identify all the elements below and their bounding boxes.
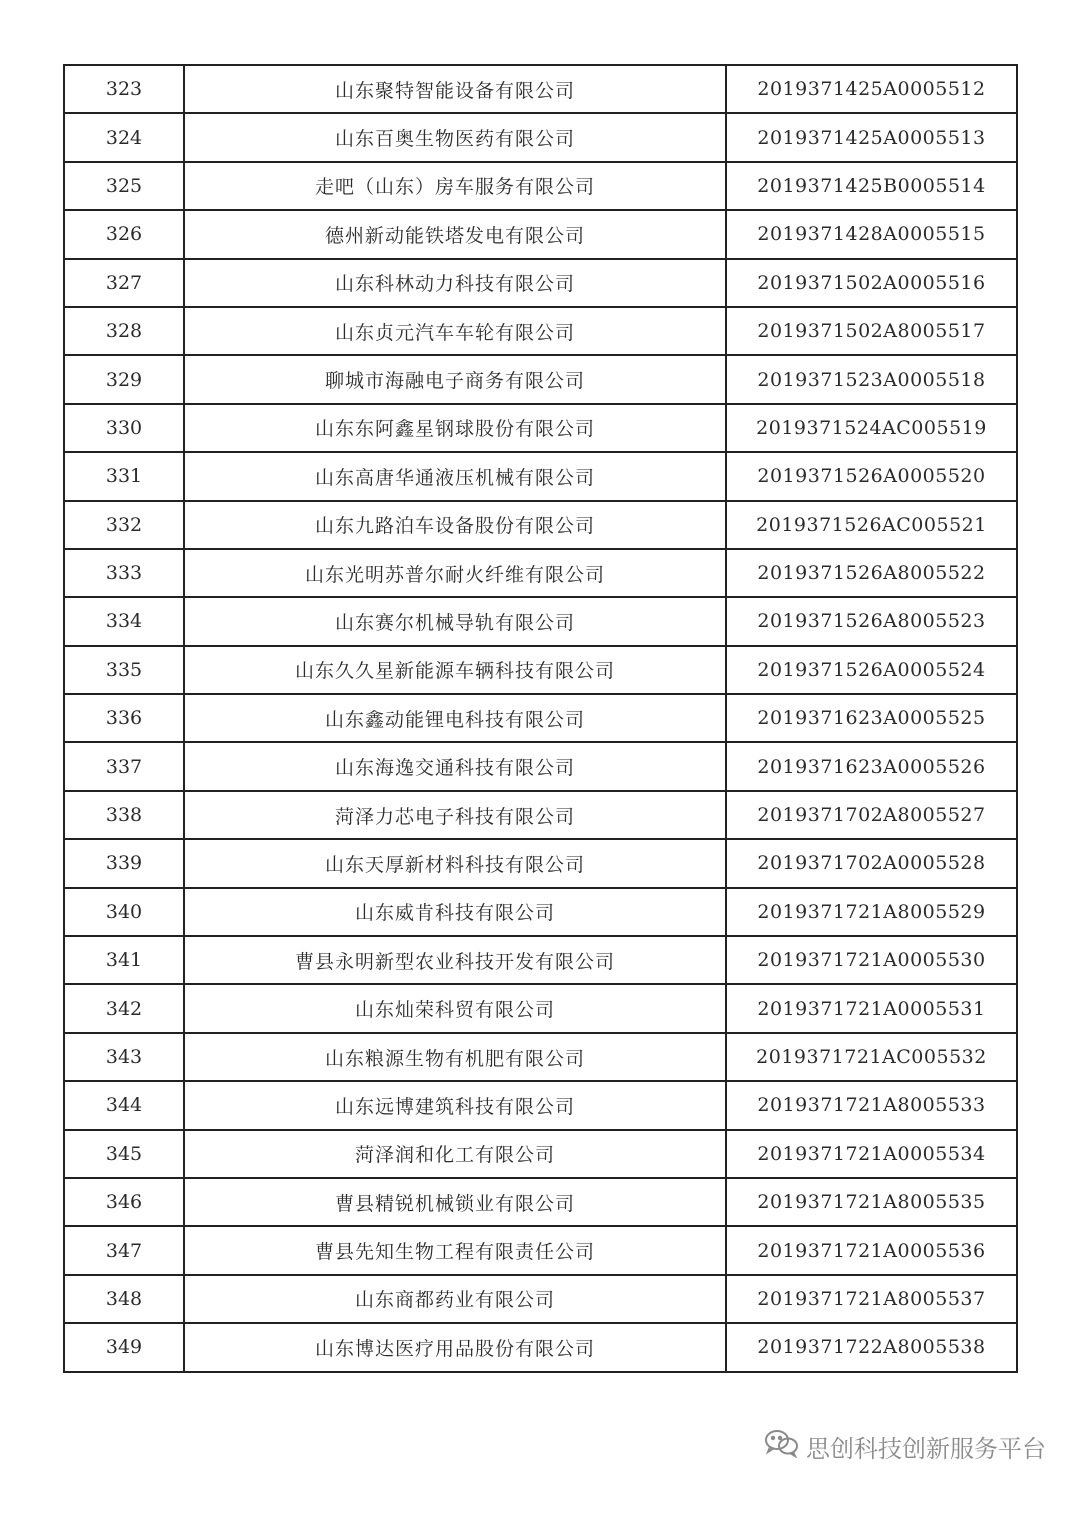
- table-row: [64, 1275, 1017, 1323]
- registration-code: 2019371623A0005526: [726, 742, 1017, 790]
- table-row: [64, 113, 1017, 161]
- registration-code: 2019371721A8005529: [726, 888, 1017, 936]
- row-number: 323: [64, 65, 184, 113]
- table-row: [64, 984, 1017, 1032]
- table-row: [64, 839, 1017, 887]
- table-row: [64, 1323, 1017, 1371]
- company-name: 德州新动能铁塔发电有限公司: [184, 210, 726, 258]
- company-name: 山东贞元汽车车轮有限公司: [184, 307, 726, 355]
- registration-code: 2019371722A8005538: [726, 1323, 1017, 1371]
- registration-code: 2019371623A0005525: [726, 694, 1017, 742]
- table-body: [64, 65, 1017, 1372]
- row-number: 349: [64, 1323, 184, 1371]
- table-row: [64, 355, 1017, 403]
- company-name: 山东商都药业有限公司: [184, 1275, 726, 1323]
- row-number: 326: [64, 210, 184, 258]
- registration-code: 2019371425A0005513: [726, 113, 1017, 161]
- registration-code: 2019371428A0005515: [726, 210, 1017, 258]
- row-number: 337: [64, 742, 184, 790]
- registration-code: 2019371524AC005519: [726, 404, 1017, 452]
- company-name: 山东粮源生物有机肥有限公司: [184, 1033, 726, 1081]
- registration-code: 2019371502A8005517: [726, 307, 1017, 355]
- company-name: 山东海逸交通科技有限公司: [184, 742, 726, 790]
- company-name: 山东天厚新材料科技有限公司: [184, 839, 726, 887]
- table-row: [64, 1226, 1017, 1274]
- company-name: 山东东阿鑫星钢球股份有限公司: [184, 404, 726, 452]
- registration-code: 2019371526A8005522: [726, 549, 1017, 597]
- company-name: 走吧（山东）房车服务有限公司: [184, 162, 726, 210]
- registration-code: 2019371721A0005536: [726, 1226, 1017, 1274]
- row-number: 328: [64, 307, 184, 355]
- watermark: [764, 1428, 1046, 1464]
- table-row: [64, 307, 1017, 355]
- row-number: 334: [64, 597, 184, 645]
- table-row: [64, 65, 1017, 113]
- row-number: 333: [64, 549, 184, 597]
- row-number: 324: [64, 113, 184, 161]
- registration-code: 2019371702A8005527: [726, 791, 1017, 839]
- row-number: 338: [64, 791, 184, 839]
- table-row: [64, 936, 1017, 984]
- company-name: 山东聚特智能设备有限公司: [184, 65, 726, 113]
- table-row: [64, 1033, 1017, 1081]
- row-number: 336: [64, 694, 184, 742]
- company-name: 山东九路泊车设备股份有限公司: [184, 501, 726, 549]
- company-name: 山东威肯科技有限公司: [184, 888, 726, 936]
- row-number: 345: [64, 1130, 184, 1178]
- table-row: [64, 549, 1017, 597]
- table-row: [64, 597, 1017, 645]
- table-row: [64, 1130, 1017, 1178]
- registration-code: 2019371502A0005516: [726, 259, 1017, 307]
- company-name: 山东久久星新能源车辆科技有限公司: [184, 646, 726, 694]
- table-row: [64, 452, 1017, 500]
- registration-code: 2019371721A8005533: [726, 1081, 1017, 1129]
- registration-code: 2019371721AC005532: [726, 1033, 1017, 1081]
- row-number: 335: [64, 646, 184, 694]
- row-number: 331: [64, 452, 184, 500]
- company-name: 聊城市海融电子商务有限公司: [184, 355, 726, 403]
- table-row: [64, 694, 1017, 742]
- registration-code: 2019371526A0005524: [726, 646, 1017, 694]
- watermark-text: 思创科技创新服务平台: [806, 1434, 1046, 1463]
- row-number: 339: [64, 839, 184, 887]
- company-name: 山东灿荣科贸有限公司: [184, 984, 726, 1032]
- row-number: 325: [64, 162, 184, 210]
- table-row: [64, 791, 1017, 839]
- table-row: [64, 888, 1017, 936]
- company-name: 山东鑫动能锂电科技有限公司: [184, 694, 726, 742]
- row-number: 344: [64, 1081, 184, 1129]
- row-number: 327: [64, 259, 184, 307]
- company-name: 山东高唐华通液压机械有限公司: [184, 452, 726, 500]
- company-name: 山东百奥生物医药有限公司: [184, 113, 726, 161]
- registration-code: 2019371526A0005520: [726, 452, 1017, 500]
- row-number: 343: [64, 1033, 184, 1081]
- registration-code: 2019371721A8005535: [726, 1178, 1017, 1226]
- row-number: 342: [64, 984, 184, 1032]
- company-name: 山东博达医疗用品股份有限公司: [184, 1323, 726, 1371]
- row-number: 348: [64, 1275, 184, 1323]
- company-name: 菏泽润和化工有限公司: [184, 1130, 726, 1178]
- row-number: 346: [64, 1178, 184, 1226]
- table-row: [64, 742, 1017, 790]
- table-row: [64, 210, 1017, 258]
- registration-code: 2019371721A0005534: [726, 1130, 1017, 1178]
- table-row: [64, 1178, 1017, 1226]
- registration-code: 2019371425B0005514: [726, 162, 1017, 210]
- registration-code: 2019371526AC005521: [726, 501, 1017, 549]
- registration-code: 2019371523A0005518: [726, 355, 1017, 403]
- company-name: 山东远博建筑科技有限公司: [184, 1081, 726, 1129]
- row-number: 332: [64, 501, 184, 549]
- table-row: [64, 501, 1017, 549]
- company-table: [63, 64, 1018, 1373]
- registration-code: 2019371526A8005523: [726, 597, 1017, 645]
- company-name: 山东科林动力科技有限公司: [184, 259, 726, 307]
- registration-code: 2019371721A0005531: [726, 984, 1017, 1032]
- table-row: [64, 162, 1017, 210]
- company-name: 曹县先知生物工程有限责任公司: [184, 1226, 726, 1274]
- registration-code: 2019371721A0005530: [726, 936, 1017, 984]
- table-row: [64, 259, 1017, 307]
- company-name: 山东赛尔机械导轨有限公司: [184, 597, 726, 645]
- registration-code: 2019371702A0005528: [726, 839, 1017, 887]
- registration-code: 2019371721A8005537: [726, 1275, 1017, 1323]
- company-name: 曹县永明新型农业科技开发有限公司: [184, 936, 726, 984]
- company-name: 曹县精锐机械锁业有限公司: [184, 1178, 726, 1226]
- table-row: [64, 404, 1017, 452]
- row-number: 340: [64, 888, 184, 936]
- company-name: 菏泽力芯电子科技有限公司: [184, 791, 726, 839]
- wechat-icon: [764, 1428, 800, 1464]
- table-row: [64, 646, 1017, 694]
- row-number: 329: [64, 355, 184, 403]
- row-number: 330: [64, 404, 184, 452]
- registration-code: 2019371425A0005512: [726, 65, 1017, 113]
- row-number: 341: [64, 936, 184, 984]
- table-row: [64, 1081, 1017, 1129]
- row-number: 347: [64, 1226, 184, 1274]
- company-name: 山东光明苏普尔耐火纤维有限公司: [184, 549, 726, 597]
